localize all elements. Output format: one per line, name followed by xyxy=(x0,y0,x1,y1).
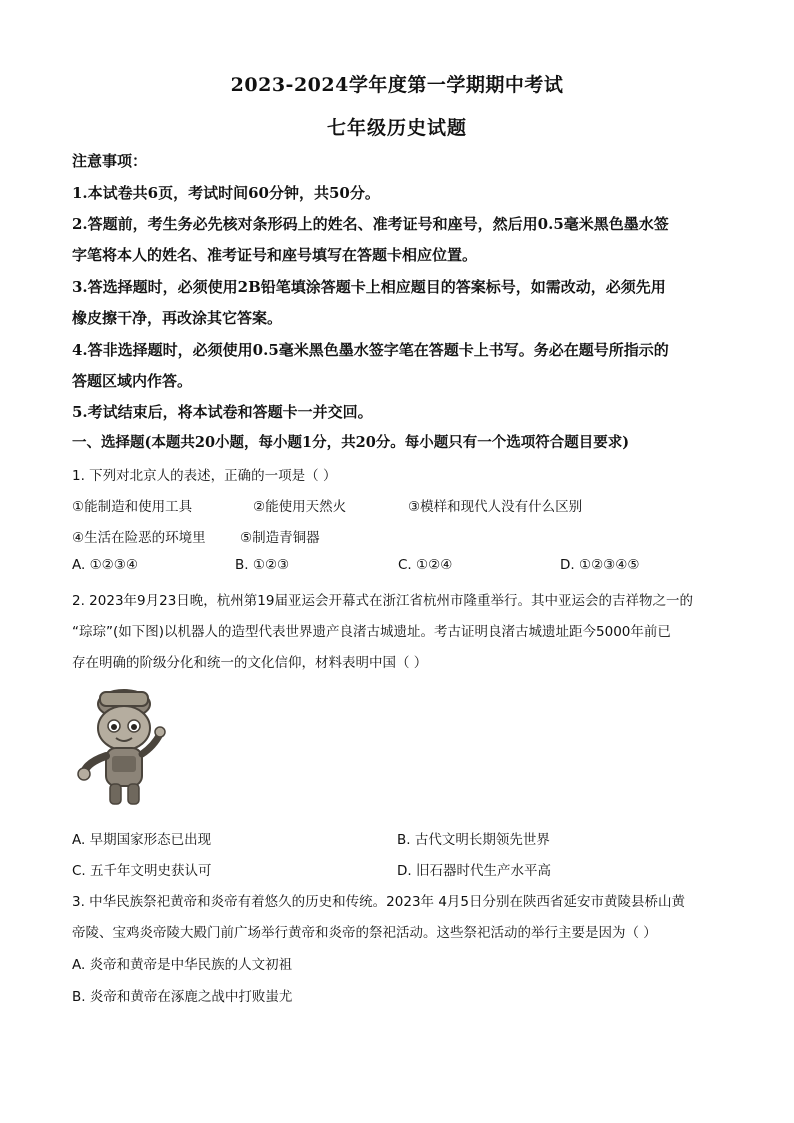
q3-option-a: A. 炎帝和黄帝是中华民族的人文初祖 xyxy=(72,957,293,973)
question-3-stem: 3. 中华民族祭祀黄帝和炎帝有着悠久的历史和传统。2023年 4月5日分别在陕西省延安市黄陵县桥山黄 xyxy=(72,894,685,910)
notice-line: 4.答非选择题时，必须使用0.5毫米黑色墨水签字笔在答题卡上书写。务必在题号所指示的 xyxy=(72,341,669,359)
q1-statement: ③模样和现代人没有什么区别 xyxy=(408,499,583,515)
notice-line: 5.考试结束后，将本试卷和答题卡一并交回。 xyxy=(72,403,373,421)
q1-statement: ②能使用天然火 xyxy=(253,499,347,515)
q2-option-d: D. 旧石器时代生产水平高 xyxy=(397,863,551,879)
question-1-stem: 1. 下列对北京人的表述，正确的一项是（ ） xyxy=(72,468,337,484)
q2-option-a: A. 早期国家形态已出现 xyxy=(72,832,212,848)
section-heading: 一、选择题(本题共20小题，每小题1分，共20分。每小题只有一个选项符合题目要求) xyxy=(72,434,630,451)
q1-statement: ④生活在险恶的环境里 xyxy=(72,530,206,546)
q1-statement: ⑤制造青铜器 xyxy=(240,530,320,546)
notice-line: 1.本试卷共6页，考试时间60分钟，共50分。 xyxy=(72,184,380,202)
congcong-mascot-image xyxy=(74,682,166,812)
question-3-stem: 帝陵、宝鸡炎帝陵大殿门前广场举行黄帝和炎帝的祭祀活动。这些祭祀活动的举行主要是因为（ ） xyxy=(72,925,657,941)
notice-heading: 注意事项： xyxy=(72,152,148,170)
notice-line: 答题区域内作答。 xyxy=(72,372,193,390)
question-2-stem: 2. 2023年9月23日晚，杭州第19届亚运会开幕式在浙江省杭州市隆重举行。其中亚运会的吉祥物之一的 xyxy=(72,593,693,609)
notice-line: 3.答选择题时，必须使用2B铅笔填涂答题卡上相应题目的答案标号，如需改动，必须先用 xyxy=(72,278,666,296)
q1-option-b: B. ①②③ xyxy=(235,557,290,573)
question-2-stem: 存在明确的阶级分化和统一的文化信仰，材料表明中国（ ） xyxy=(72,655,428,671)
q1-option-a: A. ①②③④ xyxy=(72,557,138,573)
q2-option-b: B. 古代文明长期领先世界 xyxy=(397,832,550,848)
notice-line: 字笔将本人的姓名、准考证号和座号填写在答题卡相应位置。 xyxy=(72,246,478,264)
exam-subtitle: 七年级历史试题 xyxy=(326,117,467,139)
notice-line: 橡皮擦干净，再改涂其它答案。 xyxy=(72,309,283,327)
q1-option-d: D. ①②③④⑤ xyxy=(560,557,640,573)
q1-option-c: C. ①②④ xyxy=(398,557,453,573)
q1-statement: ①能制造和使用工具 xyxy=(72,499,193,515)
question-2-stem: “琮琮”(如下图)以机器人的造型代表世界遗产良渚古城遗址。考古证明良渚古城遗址距今5000年前已 xyxy=(72,624,671,640)
notice-line: 2.答题前，考生务必先核对条形码上的姓名、准考证号和座号，然后用0.5毫米黑色墨水签 xyxy=(72,215,669,233)
exam-title: 2023-2024学年度第一学期期中考试 xyxy=(230,74,564,96)
q3-option-b: B. 炎帝和黄帝在涿鹿之战中打败蚩尤 xyxy=(72,989,293,1005)
q2-option-c: C. 五千年文明史获认可 xyxy=(72,863,212,879)
